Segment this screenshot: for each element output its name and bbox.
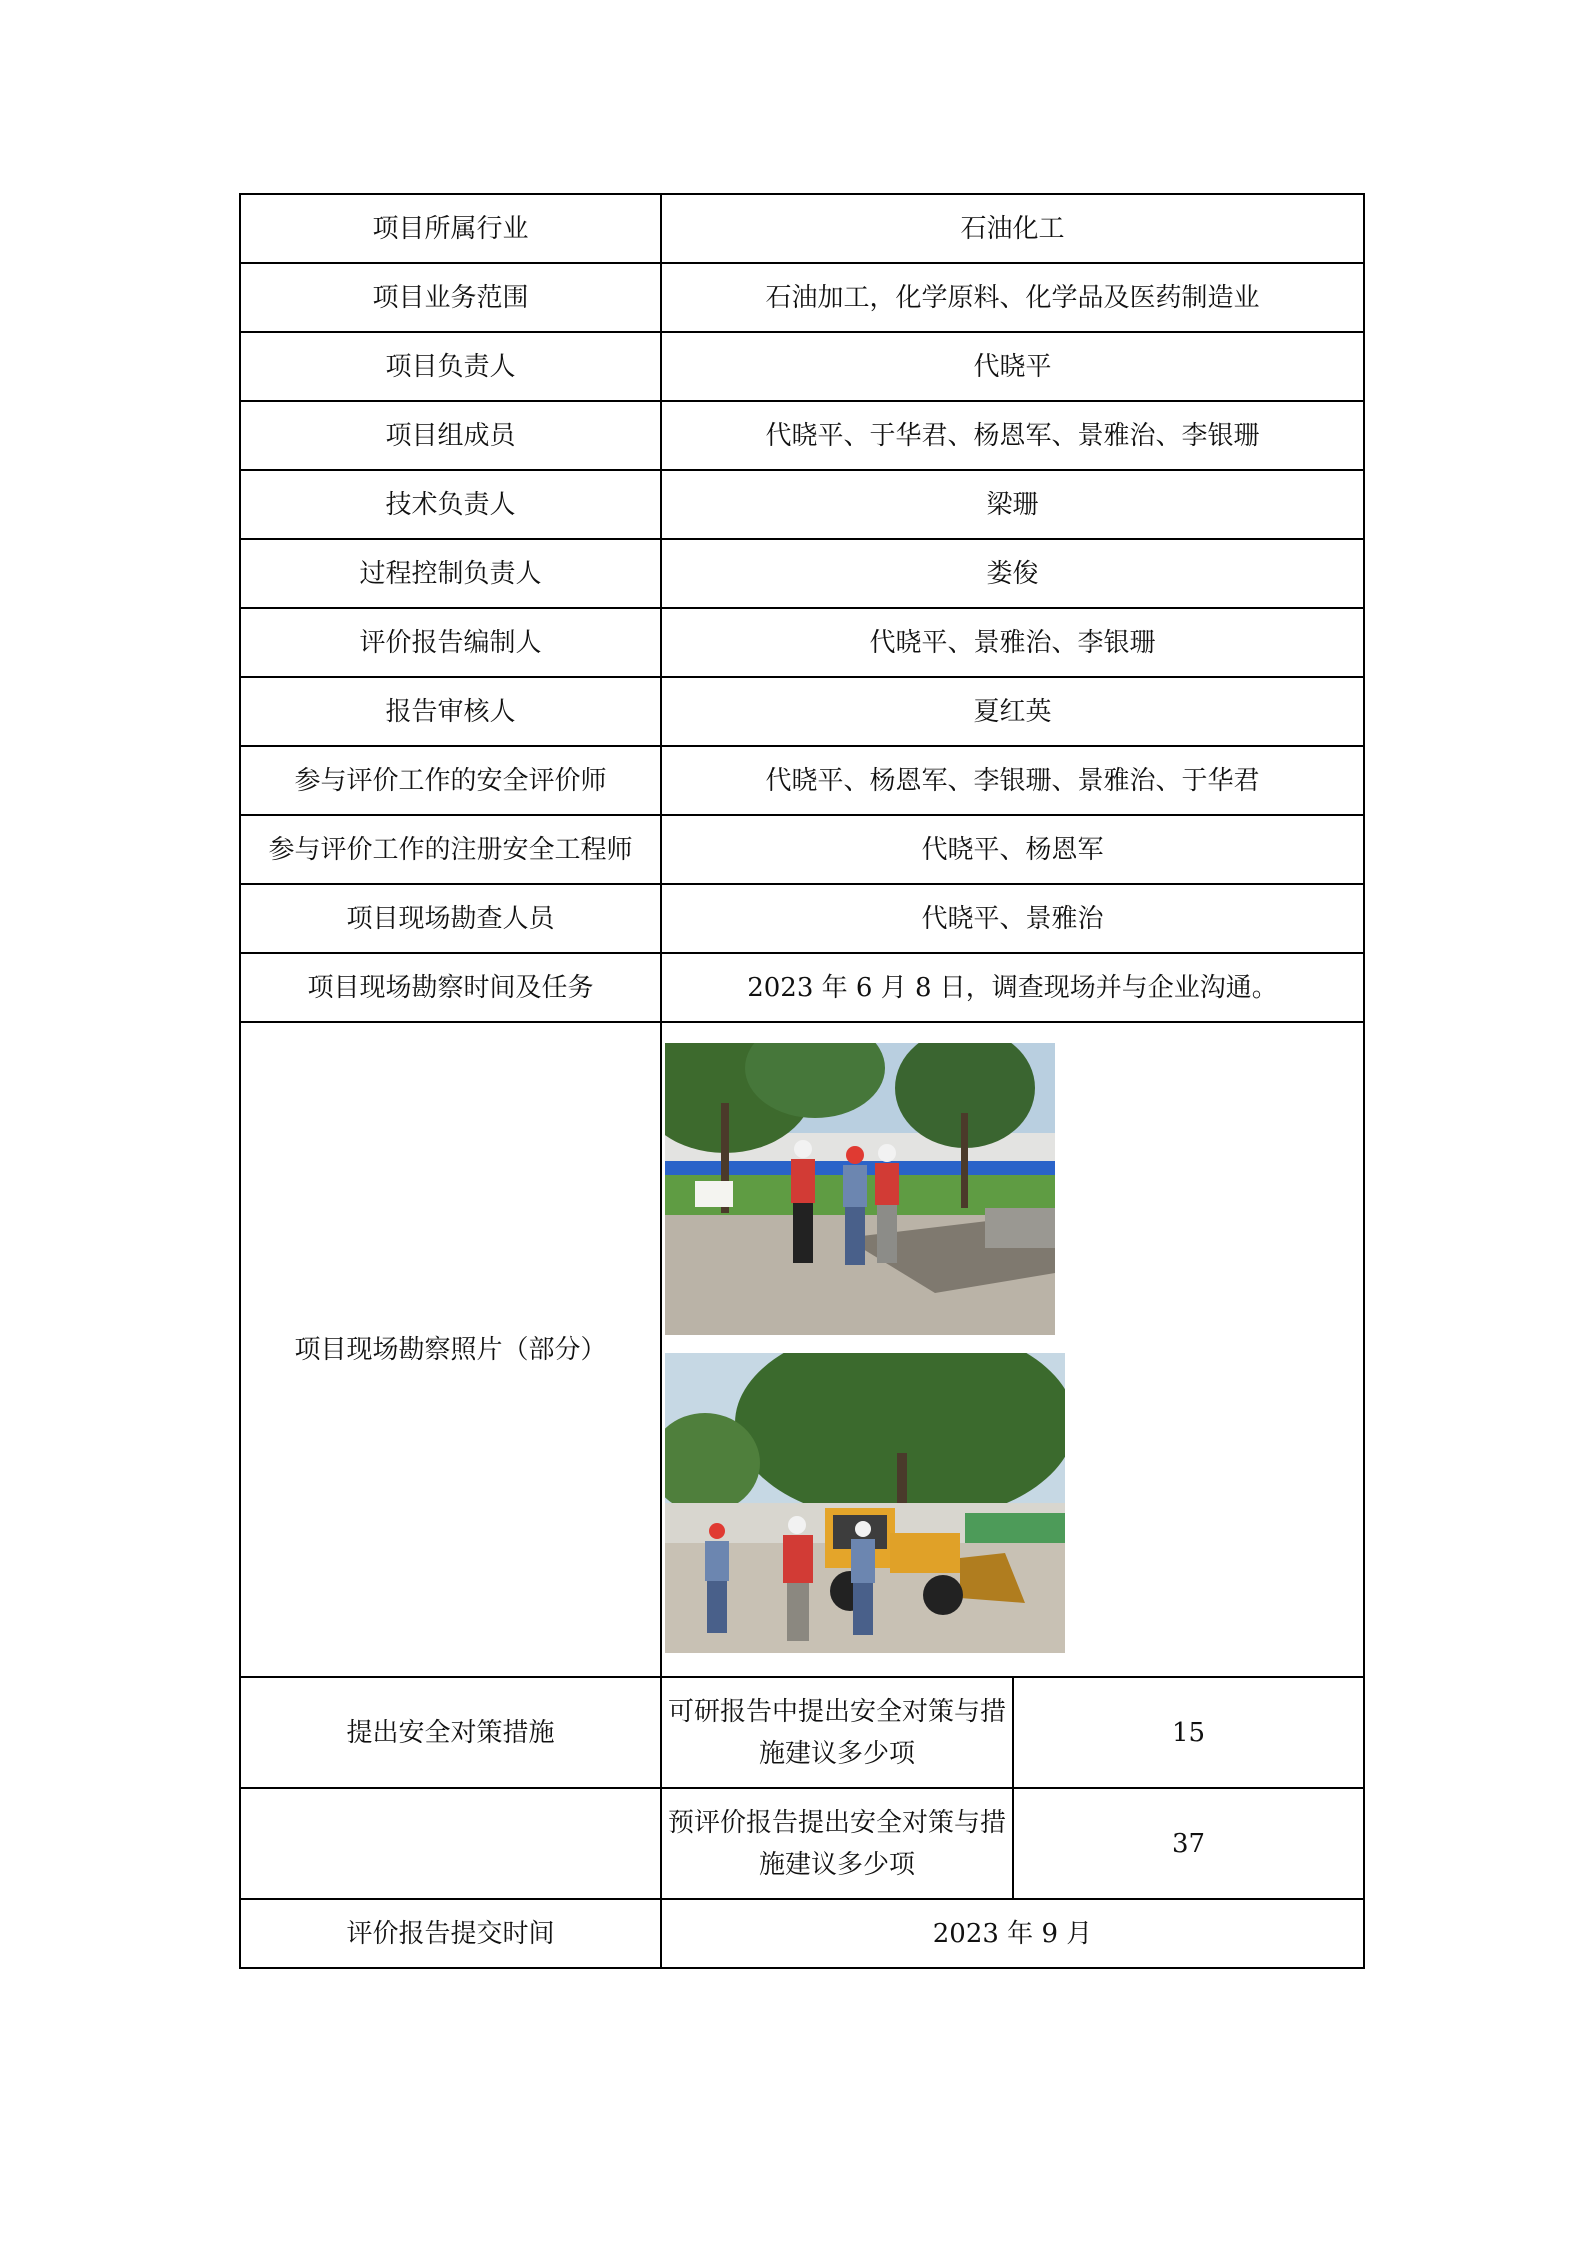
label-measures: 提出安全对策措施 [240,1677,661,1788]
row-report-compiler [240,608,1364,677]
row-report-reviewer [240,677,1364,746]
value-team-members: 代晓平、于华君、杨恩军、景雅治、李银珊 [661,401,1364,470]
row-site-photos [240,1022,1364,1677]
row-team-members [240,401,1364,470]
value-report-reviewer: 夏红英 [661,677,1364,746]
label-registered-engineers: 参与评价工作的注册安全工程师 [240,815,661,884]
value-safety-evaluators: 代晓平、杨恩军、李银珊、景雅治、于华君 [661,746,1364,815]
row-measures-feasibility [240,1677,1364,1788]
measures-feasibility-count: 15 [1013,1677,1364,1788]
row-safety-evaluators [240,746,1364,815]
site-photos-cell [661,1022,1364,1677]
project-info-table [239,193,1365,1969]
row-registered-engineers [240,815,1364,884]
measures-feasibility-desc: 可研报告中提出安全对策与措施建议多少项 [661,1677,1013,1788]
value-report-compiler: 代晓平、景雅治、李银珊 [661,608,1364,677]
row-site-survey-staff [240,884,1364,953]
value-process-control-leader: 娄俊 [661,539,1364,608]
value-technical-leader: 梁珊 [661,470,1364,539]
label-site-survey-staff: 项目现场勘查人员 [240,884,661,953]
site-photo-loader [665,1353,1065,1653]
label-submit-time: 评价报告提交时间 [240,1899,661,1968]
label-safety-evaluators: 参与评价工作的安全评价师 [240,746,661,815]
row-site-survey-time [240,953,1364,1022]
label-process-control-leader: 过程控制负责人 [240,539,661,608]
measures-pre-evaluation-desc: 预评价报告提出安全对策与措施建议多少项 [661,1788,1013,1899]
row-project-leader [240,332,1364,401]
row-process-control-leader [240,539,1364,608]
site-photo-team [665,1043,1055,1335]
row-measures-pre-evaluation [240,1788,1364,1899]
value-project-leader: 代晓平 [661,332,1364,401]
label-measures-empty [240,1788,661,1899]
measures-pre-evaluation-count: 37 [1013,1788,1364,1899]
label-site-survey-time: 项目现场勘察时间及任务 [240,953,661,1022]
label-project-leader: 项目负责人 [240,332,661,401]
label-report-compiler: 评价报告编制人 [240,608,661,677]
value-submit-time: 2023 年 9 月 [661,1899,1364,1968]
row-industry [240,194,1364,263]
value-industry: 石油化工 [661,194,1364,263]
value-business-scope: 石油加工，化学原料、化学品及医药制造业 [661,263,1364,332]
label-industry: 项目所属行业 [240,194,661,263]
row-business-scope [240,263,1364,332]
label-technical-leader: 技术负责人 [240,470,661,539]
value-site-survey-time: 2023 年 6 月 8 日，调查现场并与企业沟通。 [661,953,1364,1022]
label-team-members: 项目组成员 [240,401,661,470]
row-technical-leader [240,470,1364,539]
value-registered-engineers: 代晓平、杨恩军 [661,815,1364,884]
value-site-survey-staff: 代晓平、景雅治 [661,884,1364,953]
label-report-reviewer: 报告审核人 [240,677,661,746]
row-submit-time [240,1899,1364,1968]
label-business-scope: 项目业务范围 [240,263,661,332]
label-site-photos: 项目现场勘察照片（部分） [240,1022,661,1677]
